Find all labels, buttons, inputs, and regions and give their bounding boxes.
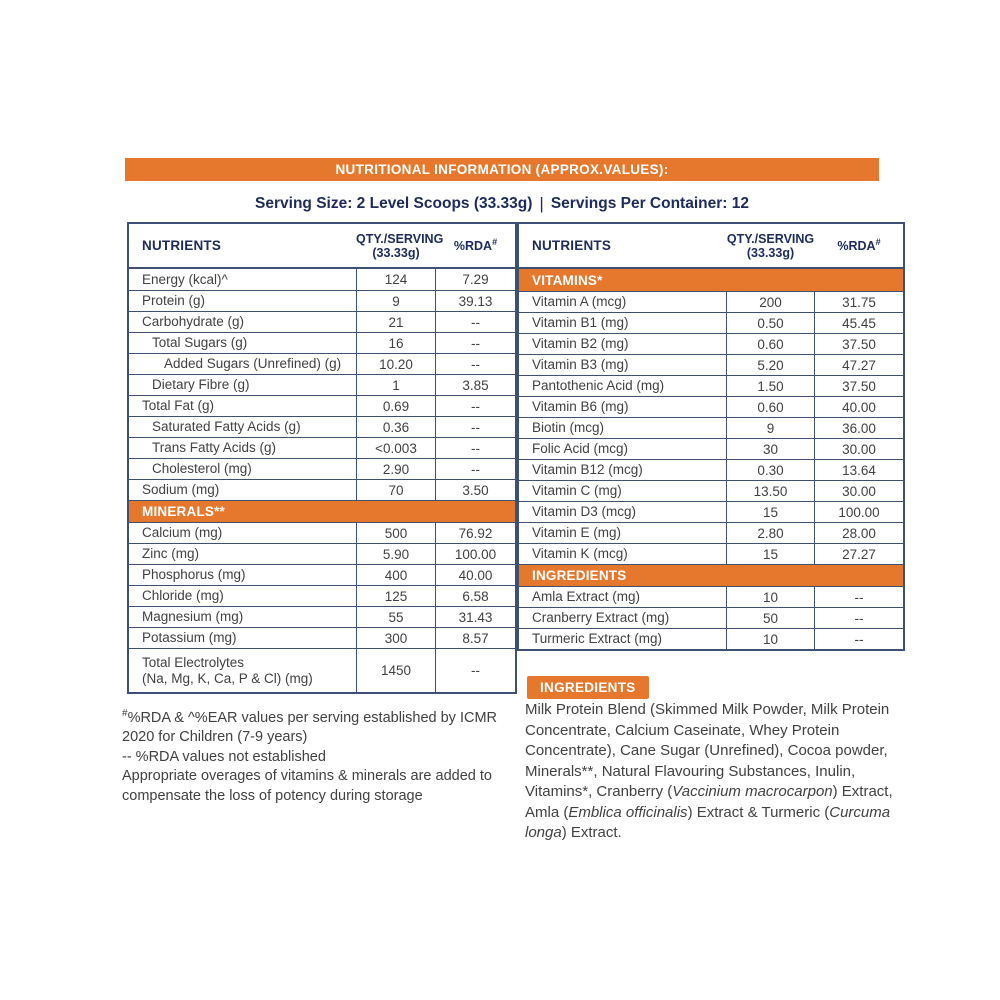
serving-size-line — [125, 194, 879, 214]
qty-serving-column-header: QTY./SERVING (33.33g) — [356, 231, 444, 260]
nutrient-name: Amla Extract (mg) — [532, 589, 641, 604]
rda-value: 39.13 — [458, 293, 493, 309]
text-run: Milk Protein Blend (Skimmed Milk Powder, Milk Protein Concentrate, Calcium Caseinate, Whey Protein Concentrate), Cane Sugar (Unrefined), Cocoa powder, Minerals**, Natural Flavouring Substances, Inulin, Vitamins*, Cranberry ( — [525, 701, 890, 800]
rda-value: 27.27 — [842, 546, 876, 562]
qty-value: 2.80 — [726, 523, 815, 543]
nutrient-name: Vitamin B12 (mcg) — [532, 462, 643, 477]
nutrient-name: Vitamin C (mg) — [532, 483, 622, 498]
rda-value: -- — [854, 610, 864, 626]
table-row — [129, 395, 515, 416]
table-row — [129, 311, 515, 332]
qty-value: 200 — [726, 292, 815, 312]
table-row — [129, 437, 515, 458]
nutrition-tables — [127, 222, 905, 694]
nutrient-name: Saturated Fatty Acids (g) — [152, 419, 301, 434]
servings-per-container-text: Servings Per Container: 12 — [550, 195, 749, 212]
rda-value: 3.85 — [462, 377, 489, 393]
nutrient-name: Dietary Fibre (g) — [152, 377, 250, 392]
nutrient-name: Biotin (mcg) — [532, 420, 605, 435]
footnote-line — [122, 767, 520, 806]
nutrients-table-left — [127, 222, 517, 694]
qty-value: 5.90 — [356, 544, 436, 564]
qty-value: 16 — [356, 333, 436, 353]
nutrient-name: Magnesium (mg) — [142, 609, 244, 624]
qty-value: 1.50 — [726, 376, 815, 396]
qty-value: 15 — [726, 502, 815, 522]
section-label: INGREDIENTS — [532, 568, 627, 583]
table-header-right — [519, 224, 903, 269]
table-row — [129, 416, 515, 437]
qty-value: 0.60 — [726, 334, 815, 354]
qty-value: 300 — [356, 628, 436, 648]
qty-value: 70 — [356, 480, 436, 500]
table-row — [519, 354, 903, 375]
nutrient-name: Folic Acid (mcg) — [532, 441, 629, 456]
title-banner: NUTRITIONAL INFORMATION (APPROX.VALUES): — [125, 158, 879, 181]
footnote-line — [122, 748, 520, 768]
table-row — [129, 332, 515, 353]
rda-value: -- — [471, 356, 480, 372]
qty-value: 0.36 — [356, 417, 436, 437]
rda-value: -- — [471, 440, 480, 456]
table-body-right — [519, 269, 903, 649]
rda-value: 6.58 — [462, 588, 489, 604]
table-row — [519, 480, 903, 501]
table-row — [519, 333, 903, 354]
rda-value: -- — [471, 461, 480, 477]
rda-value: 37.50 — [842, 378, 876, 394]
rda-value: 30.00 — [842, 441, 876, 457]
nutrient-name: Total Electrolytes (Na, Mg, K, Ca, P & Cl) (mg) — [142, 654, 313, 686]
qty-value: 50 — [726, 608, 815, 628]
nutrient-name: Vitamin B6 (mg) — [532, 399, 629, 414]
rda-value: 45.45 — [842, 315, 876, 331]
text-run: %RDA & ^%EAR values per serving established by ICMR 2020 for Children (7-9 years) — [122, 709, 498, 746]
rda-value: -- — [471, 663, 480, 678]
table-row — [519, 522, 903, 543]
rda-value: 100.00 — [454, 546, 497, 562]
nutrients-table-right — [517, 222, 905, 651]
rda-value: -- — [471, 314, 480, 330]
rda-value: -- — [854, 589, 864, 605]
table-row — [129, 353, 515, 374]
table-row — [519, 438, 903, 459]
nutrient-name: Calcium (mg) — [142, 525, 223, 540]
nutrient-name: Energy (kcal)^ — [142, 271, 228, 287]
rda-value: 8.57 — [462, 630, 489, 646]
table-row — [519, 291, 903, 312]
rda-value: 31.75 — [842, 294, 876, 310]
table-row — [129, 585, 515, 606]
section-header-ingredients — [519, 564, 903, 586]
nutrient-name: Potassium (mg) — [142, 630, 237, 645]
nutrient-name: Vitamin A (mcg) — [532, 294, 627, 309]
text-run: Appropriate overages of vitamins & minerals are added to compensate the loss of potency during storage — [122, 768, 492, 804]
table-row — [129, 648, 515, 692]
rda-value: -- — [471, 419, 480, 435]
qty-value: 9 — [356, 291, 436, 311]
text-run: ) Extract. — [561, 824, 622, 841]
table-row — [519, 501, 903, 522]
rda-value: 30.00 — [842, 483, 876, 499]
nutrient-name: Sodium (mg) — [142, 482, 220, 497]
rda-value: 3.50 — [462, 482, 489, 498]
nutrient-name: Carbohydrate (g) — [142, 314, 245, 329]
nutrient-name: Vitamin E (mg) — [532, 525, 622, 540]
rda-value: 40.00 — [842, 399, 876, 415]
table-row — [129, 290, 515, 311]
rda-value: 100.00 — [838, 504, 880, 520]
rda-value: -- — [471, 335, 480, 351]
qty-value: 30 — [726, 439, 815, 459]
nutrient-name: Vitamin B2 (mg) — [532, 336, 629, 351]
nutrient-name: Zinc (mg) — [142, 546, 199, 561]
rda-value: 36.00 — [842, 420, 876, 436]
table-row — [129, 269, 515, 290]
table-row — [129, 543, 515, 564]
table-row — [129, 374, 515, 395]
table-row — [519, 543, 903, 564]
nutrient-name: Cranberry Extract (mg) — [532, 610, 670, 625]
footnote-line — [122, 704, 520, 748]
qty-serving-column-header: QTY./SERVING (33.33g) — [726, 231, 815, 260]
qty-value: 10 — [726, 587, 815, 607]
table-body-left — [129, 269, 515, 692]
nutrient-name: Protein (g) — [142, 293, 206, 308]
qty-value: 10 — [726, 629, 815, 649]
table-row — [519, 459, 903, 480]
table-row — [519, 628, 903, 649]
nutrient-name: Total Sugars (g) — [152, 335, 248, 350]
rda-value: 76.92 — [458, 525, 493, 541]
serving-separator: | — [539, 194, 544, 213]
text-run: Curcuma longa — [525, 803, 891, 841]
table-row — [129, 606, 515, 627]
rda-value: 28.00 — [842, 525, 876, 541]
table-row — [519, 375, 903, 396]
rda-value: 47.27 — [842, 357, 876, 373]
table-row — [129, 479, 515, 500]
qty-value: 9 — [726, 418, 815, 438]
rda-column-header: %RDA# — [837, 237, 881, 254]
nutrient-name: Cholesterol (mg) — [152, 461, 252, 476]
table-row — [519, 607, 903, 628]
text-run: ) Extract, Amla ( — [525, 783, 893, 821]
nutrient-name: Vitamin B3 (mg) — [532, 357, 629, 372]
nutrient-name: Phosphorus (mg) — [142, 567, 246, 582]
text-run: ) Extract & Turmeric ( — [687, 803, 830, 821]
qty-value: 500 — [356, 523, 436, 543]
qty-value: 0.30 — [726, 460, 815, 480]
nutrient-name: Vitamin D3 (mcg) — [532, 504, 637, 519]
qty-value: 21 — [356, 312, 436, 332]
nutrient-name: Chloride (mg) — [142, 588, 224, 603]
qty-value: 1 — [356, 375, 436, 395]
qty-value: 125 — [356, 586, 436, 606]
table-row — [519, 396, 903, 417]
table-header-left — [129, 224, 515, 269]
table-row — [129, 458, 515, 479]
nutrient-name: Turmeric Extract (mg) — [532, 631, 663, 646]
ingredients-paragraph — [525, 700, 911, 844]
rda-value: -- — [854, 631, 864, 647]
nutrients-column-header: NUTRIENTS — [532, 238, 612, 253]
nutrient-name: Vitamin B1 (mg) — [532, 315, 629, 330]
table-row — [129, 522, 515, 543]
qty-value: 1450 — [356, 649, 436, 692]
nutrient-name: Total Fat (g) — [142, 398, 215, 413]
rda-value: -- — [471, 398, 480, 414]
qty-value: <0.003 — [356, 438, 436, 458]
rda-column-header: %RDA# — [453, 237, 498, 254]
section-label: MINERALS** — [142, 504, 226, 519]
table-row — [519, 312, 903, 333]
section-header-vitamins — [519, 269, 903, 291]
qty-value: 13.50 — [726, 481, 815, 501]
qty-value: 0.60 — [726, 397, 815, 417]
rda-value: 13.64 — [842, 462, 876, 478]
nutrient-name: Pantothenic Acid (mg) — [532, 378, 665, 393]
text-run: -- %RDA values not established — [122, 748, 326, 765]
rda-value: 31.43 — [458, 609, 493, 625]
nutrient-name: Trans Fatty Acids (g) — [152, 440, 277, 455]
section-header-minerals — [129, 500, 515, 522]
qty-value: 400 — [356, 565, 436, 585]
qty-value: 10.20 — [356, 354, 436, 374]
table-row — [519, 586, 903, 607]
qty-value: 0.69 — [356, 396, 436, 416]
text-run: Vaccinium macrocarpon — [672, 783, 833, 800]
qty-value: 5.20 — [726, 355, 815, 375]
text-run: Emblica officinalis — [568, 803, 688, 821]
nutrient-name: Vitamin K (mcg) — [532, 546, 628, 561]
serving-size-text: Serving Size: 2 Level Scoops (33.33g) — [255, 195, 533, 212]
qty-value: 0.50 — [726, 313, 815, 333]
rda-value: 40.00 — [458, 567, 493, 583]
section-label: VITAMINS* — [532, 272, 603, 288]
rda-value: 7.29 — [462, 272, 489, 287]
nutrient-name: Added Sugars (Unrefined) (g) — [164, 356, 342, 371]
nutrients-column-header: NUTRIENTS — [142, 238, 222, 253]
qty-value: 124 — [356, 269, 436, 290]
table-row — [129, 627, 515, 648]
rda-value: 37.50 — [842, 336, 876, 352]
ingredients-badge: INGREDIENTS — [527, 676, 649, 699]
table-row — [519, 417, 903, 438]
footnotes — [122, 704, 520, 806]
qty-value: 55 — [356, 607, 436, 627]
qty-value: 15 — [726, 544, 815, 564]
text-run: # — [122, 708, 128, 719]
table-row — [129, 564, 515, 585]
qty-value: 2.90 — [356, 459, 436, 479]
